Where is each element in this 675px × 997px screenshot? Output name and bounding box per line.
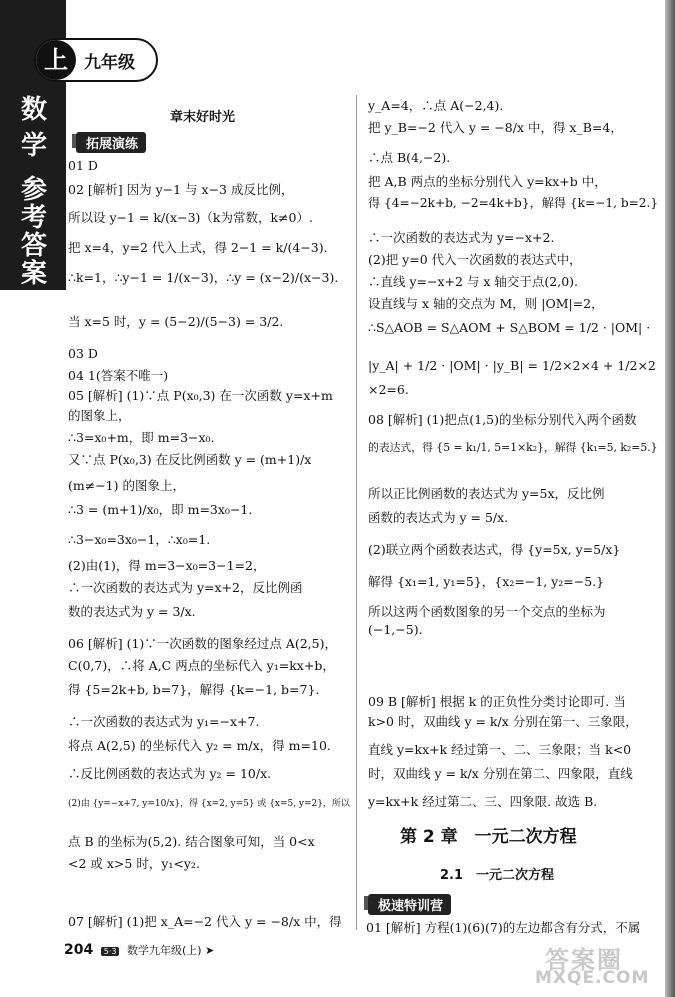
page-edge (665, 0, 675, 997)
subsection-title: 2.1 一元二次方程 (440, 868, 555, 883)
page-footer (64, 942, 214, 958)
answer-line: ∴3−x₀=3x₀−1，∴x₀=1. (68, 532, 211, 547)
answer-line: 09 B [解析] 根据 k 的正负性分类讨论即可. 当 (368, 694, 626, 709)
answers-char-1: 参 (20, 175, 47, 205)
answer-line: ∴反比例函数的表达式为 y₂ = 10/x. (68, 766, 272, 781)
answer-line: ∴3=x₀+m，即 m=3−x₀. (68, 430, 215, 445)
answer-line: 所以正比例函数的表达式为 y=5x，反比例 (368, 486, 605, 501)
answer-line: 点 B 的坐标为(5,2). 结合图象可知，当 0<x (68, 834, 315, 849)
answer-line: y_A=4，∴点 A(−2,4). (368, 98, 504, 113)
answer-line: <2 或 x>5 时，y₁<y₂. (68, 856, 200, 871)
subject-char-2: 学 (20, 131, 47, 161)
answer-line: (2)联立两个函数表达式，得 {y=5x, y=5/x} (368, 542, 621, 557)
answer-line: k>0 时，双曲线 y = k/x 分别在第一、三象限， (368, 714, 638, 729)
answer-line: (2)由(1)，得 m=3−x₀=3−1=2， (68, 558, 266, 573)
answer-line: 解得 {x₁=1, y₁=5}，{x₂=−1, y₂=−5.} (368, 574, 605, 589)
answers-char-2: 考 (20, 203, 47, 233)
answer-line: 函数的表达式为 y = 5/x. (368, 510, 509, 525)
answer-line: ∴直线 y=−x+2 与 x 轴交于点(2,0). (368, 274, 579, 289)
answer-line: ∴一次函数的表达式为 y=x+2，反比例函 (68, 580, 303, 595)
answer-line: ∴k=1，∴y−1 = 1/(x−3)，∴y = (x−2)/(x−3). (68, 270, 339, 285)
answer-line: 又∵点 P(x₀,3) 在反比例函数 y = (m+1)/x (68, 452, 312, 467)
page-number: 204 (64, 942, 94, 958)
watermark (535, 940, 665, 992)
answer-line: ∴S△AOB = S△AOM + S△BOM = 1/2 · |OM| · (368, 320, 651, 335)
grade-label: 九年级 (84, 53, 135, 73)
answer-line: 01 [解析] 方程(1)(6)(7)的左边都含有分式，不属 (366, 920, 641, 935)
answer-line: ×2=6. (368, 382, 409, 397)
answer-line: 04 1(答案不唯一) (68, 368, 169, 383)
answer-line: 01 D (68, 158, 98, 173)
answer-line: 的图象上， (68, 408, 131, 423)
answer-line: ∴一次函数的表达式为 y=−x+2. (368, 230, 555, 245)
answer-line: 07 [解析] (1)把 x_A=−2 代入 y = −8/x 中，得 (68, 914, 342, 929)
answer-line: 把 x=4，y=2 代入上式，得 2−1 = k/(4−3). (68, 240, 328, 255)
answer-line: 直线 y=kx+k 经过第一、二、三象限；当 k<0 (368, 742, 632, 757)
answers-char-4: 案 (20, 259, 47, 289)
practice-banner: 极速特训营 (368, 894, 451, 915)
footer-text: 数学九年级(上) (126, 944, 202, 957)
chapter-title: 第 2 章 一元二次方程 (400, 827, 577, 847)
answer-line: ∴点 B(4,−2). (368, 150, 451, 165)
brand-logo: 5·3 (101, 947, 120, 956)
answer-line: 当 x=5 时，y = (5−2)/(5−3) = 3/2. (68, 314, 284, 329)
answer-line: 03 D (68, 346, 98, 361)
answer-line: 将点 A(2,5) 的坐标代入 y₂ = m/x，得 m=10. (68, 738, 331, 753)
section-banner: 拓展演练 (76, 132, 146, 153)
answer-line: 数的表达式为 y = 3/x. (68, 604, 196, 619)
answer-line: (2)由 {y=−x+7, y=10/x}，得 {x=2, y=5} 或 {x=5, y=2}，所以 (68, 799, 350, 809)
grade-char: 上 (36, 40, 76, 80)
answer-line: 所以这两个函数图象的另一个交点的坐标为 (368, 604, 606, 619)
answer-line: 时，双曲线 y = k/x 分别在第二、四象限，直线 (368, 766, 633, 781)
watermark-line1: 答案圈 (545, 946, 623, 974)
answer-line: C(0,7)，∴将 A,C 两点的坐标代入 y₁=kx+b， (68, 658, 335, 673)
answer-line: 得 {4=−2k+b, −2=4k+b}，解得 {k=−1, b=2.} (368, 196, 659, 210)
answer-line: 的表达式，得 {5 = k₁/1, 5=1×k₂}，解得 {k₁=5, k₂=5.} (368, 441, 658, 454)
answer-line: |y_A| + 1/2 · |OM| · |y_B| = 1/2×2×4 + 1/2×2 (368, 358, 656, 373)
answer-line: (2)把 y=0 代入一次函数的表达式中， (368, 252, 582, 267)
answer-line: (m≠−1) 的图象上， (68, 478, 185, 493)
answer-line: 06 [解析] (1)∵一次函数的图象经过点 A(2,5)， (68, 636, 337, 651)
answer-line: 所以设 y−1 = k/(x−3)（k为常数，k≠0）. (68, 210, 313, 225)
answer-line: 02 [解析] 因为 y−1 与 x−3 成反比例， (68, 182, 294, 197)
answer-line: y=kx+k 经过第二、三、四象限. 故选 B. (368, 794, 598, 809)
answer-line: 05 [解析] (1)∵点 P(x₀,3) 在一次函数 y=x+m (68, 388, 333, 403)
watermark-line2: MXQE.COM (535, 968, 650, 988)
answer-line: ∴一次函数的表达式为 y₁=−x+7. (68, 714, 260, 729)
answer-line: 得 {5=2k+b, b=7}，解得 {k=−1, b=7}. (68, 682, 320, 697)
answer-line: 把 A,B 两点的坐标分别代入 y=kx+b 中， (368, 174, 607, 189)
answer-line: 把 y_B=−2 代入 y = −8/x 中，得 x_B=4， (368, 120, 623, 135)
answer-line: (−1,−5). (368, 622, 423, 637)
answer-line: 08 [解析] (1)把点(1,5)的坐标分别代入两个函数 (368, 412, 637, 427)
arrow-icon: ➤ (205, 944, 215, 957)
subject-char-1: 数 (20, 95, 47, 125)
answers-char-3: 答 (20, 231, 47, 261)
answer-line: 设直线与 x 轴的交点为 M，则 |OM|=2， (368, 296, 604, 311)
column-divider (356, 95, 357, 930)
section-title: 章末好时光 (170, 110, 236, 125)
answer-line: ∴3 = (m+1)/x₀，即 m=3x₀−1. (68, 502, 253, 517)
